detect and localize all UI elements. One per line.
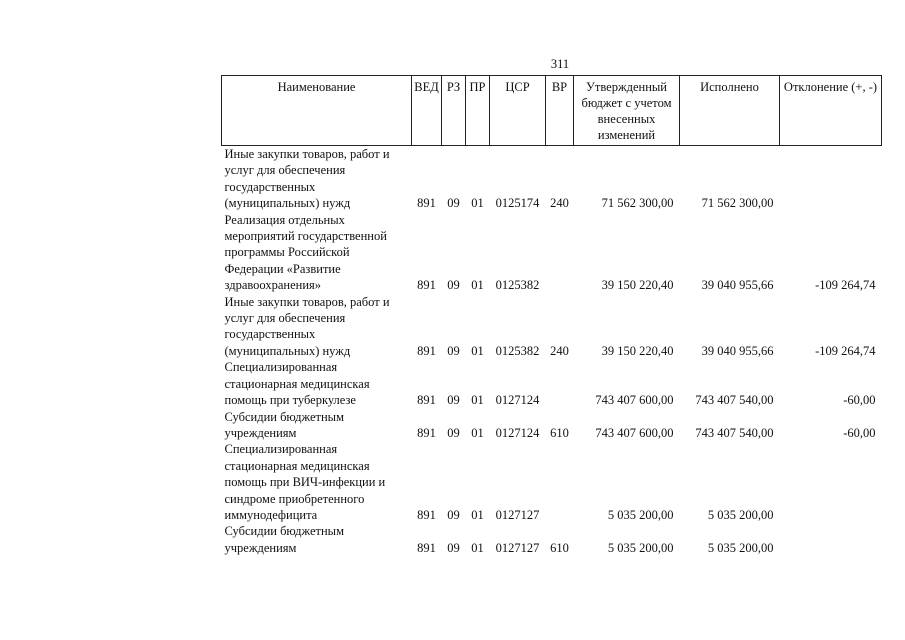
table-row bbox=[222, 294, 882, 360]
row-ved: 891 bbox=[417, 278, 436, 293]
row-rz: 09 bbox=[447, 343, 460, 358]
row-approved: 39 150 220,40 bbox=[601, 343, 674, 358]
row-ved: 891 bbox=[417, 343, 436, 358]
table-row bbox=[222, 359, 882, 408]
row-approved: 71 562 300,00 bbox=[601, 196, 674, 211]
row-deviation: -109 264,74 bbox=[815, 278, 876, 293]
row-vr bbox=[546, 359, 574, 408]
row-pr: 01 bbox=[471, 393, 484, 408]
table-row bbox=[222, 146, 882, 212]
row-ved: 891 bbox=[417, 540, 436, 555]
row-pr: 01 bbox=[471, 343, 484, 358]
header-csr: ЦСР bbox=[490, 76, 546, 146]
page-number: 311 bbox=[550, 57, 570, 71]
row-deviation: -60,00 bbox=[843, 425, 876, 440]
row-executed: 743 407 540,00 bbox=[695, 425, 774, 440]
row-approved: 743 407 600,00 bbox=[595, 393, 674, 408]
row-executed: 71 562 300,00 bbox=[701, 196, 774, 211]
row-name: Иные закупки товаров, работ и услуг для обеспечения государственных (муниципальных) нужд bbox=[224, 294, 390, 358]
row-name: Реализация отдельных мероприятий государственной программы Российской Федерации «Развитие здравоохранения» bbox=[224, 212, 387, 293]
header-ved: ВЕД bbox=[412, 76, 442, 146]
row-vr bbox=[546, 441, 574, 523]
row-csr: 0127124 bbox=[495, 425, 540, 440]
row-deviation: -109 264,74 bbox=[815, 343, 876, 358]
row-deviation bbox=[780, 441, 882, 523]
row-name: Специализированная стационарная медицинская помощь при ВИЧ-инфекции и синдроме приобретенного иммунодефицита bbox=[224, 442, 386, 522]
row-executed: 5 035 200,00 bbox=[707, 540, 774, 555]
header-vr: ВР bbox=[546, 76, 574, 146]
row-approved: 5 035 200,00 bbox=[607, 507, 674, 522]
row-csr: 0127124 bbox=[495, 393, 540, 408]
row-approved: 5 035 200,00 bbox=[607, 540, 674, 555]
table-row bbox=[222, 409, 882, 442]
row-rz: 09 bbox=[447, 393, 460, 408]
row-executed: 5 035 200,00 bbox=[707, 507, 774, 522]
row-name: Специализированная стационарная медицинская помощь при туберкулезе bbox=[224, 360, 370, 408]
row-vr: 240 bbox=[550, 343, 569, 358]
table-row bbox=[222, 523, 882, 556]
row-rz: 09 bbox=[447, 540, 460, 555]
row-ved: 891 bbox=[417, 196, 436, 211]
row-pr: 01 bbox=[471, 425, 484, 440]
row-rz: 09 bbox=[447, 278, 460, 293]
header-rz: РЗ bbox=[442, 76, 466, 146]
row-vr: 610 bbox=[550, 540, 569, 555]
table-row bbox=[222, 441, 882, 523]
row-deviation bbox=[780, 523, 882, 556]
table-header-row bbox=[222, 76, 882, 146]
row-pr: 01 bbox=[471, 278, 484, 293]
row-deviation: -60,00 bbox=[843, 393, 876, 408]
table-row bbox=[222, 212, 882, 294]
row-executed: 743 407 540,00 bbox=[695, 393, 774, 408]
row-name: Субсидии бюджетным учреждениям bbox=[224, 409, 344, 440]
row-csr: 0125382 bbox=[495, 278, 540, 293]
row-vr bbox=[546, 212, 574, 294]
row-deviation bbox=[780, 146, 882, 212]
row-rz: 09 bbox=[447, 425, 460, 440]
header-pr: ПР bbox=[466, 76, 490, 146]
row-csr: 0127127 bbox=[495, 507, 540, 522]
row-name: Иные закупки товаров, работ и услуг для обеспечения государственных (муниципальных) нужд bbox=[224, 147, 390, 211]
row-approved: 39 150 220,40 bbox=[601, 278, 674, 293]
row-name: Субсидии бюджетным учреждениям bbox=[224, 524, 344, 555]
row-ved: 891 bbox=[417, 393, 436, 408]
row-vr: 610 bbox=[550, 425, 569, 440]
row-pr: 01 bbox=[471, 507, 484, 522]
header-name: Наименование bbox=[222, 76, 412, 146]
header-approved: Утвержденный бюджет с учетом внесенных изменений bbox=[574, 76, 680, 146]
row-vr: 240 bbox=[550, 196, 569, 211]
row-pr: 01 bbox=[471, 540, 484, 555]
row-csr: 0125382 bbox=[495, 343, 540, 358]
row-ved: 891 bbox=[417, 425, 436, 440]
budget-table bbox=[221, 75, 882, 556]
row-csr: 0127127 bbox=[495, 540, 540, 555]
row-pr: 01 bbox=[471, 196, 484, 211]
row-ved: 891 bbox=[417, 507, 436, 522]
row-rz: 09 bbox=[447, 196, 460, 211]
row-executed: 39 040 955,66 bbox=[701, 343, 774, 358]
row-executed: 39 040 955,66 bbox=[701, 278, 774, 293]
header-executed: Исполнено bbox=[680, 76, 780, 146]
row-approved: 743 407 600,00 bbox=[595, 425, 674, 440]
header-deviation: Отклонение (+, -) bbox=[780, 76, 882, 146]
row-csr: 0125174 bbox=[495, 196, 540, 211]
row-rz: 09 bbox=[447, 507, 460, 522]
